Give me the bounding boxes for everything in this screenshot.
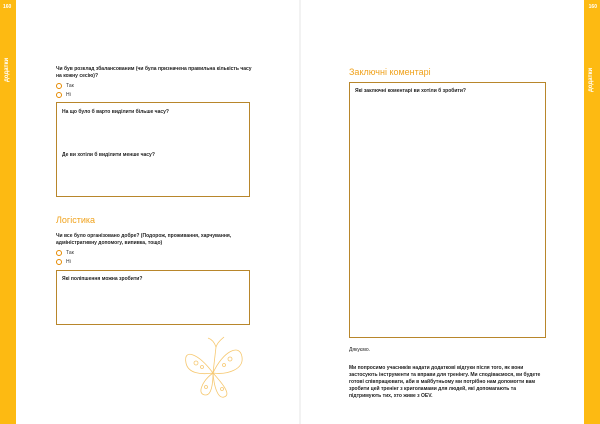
box-question-improvements: Які поліпшення можна зробити? (62, 276, 143, 282)
radio-icon[interactable] (56, 92, 62, 98)
right-margin-band (584, 0, 600, 424)
box-question-less-time: Де ви хотіли б виділити менше часу? (62, 152, 155, 158)
left-page-number: 160 (3, 4, 12, 10)
left-side-label: додатки (4, 57, 10, 82)
option-label: Так (66, 83, 74, 89)
section-title-final-comments: Заключні коментарі (349, 67, 431, 77)
question-balance: Чи був розклад збалансованим (чи була призначена правильна кількість часу на кожну сесію)? (56, 66, 252, 79)
section-title-logistics: Логістика (56, 215, 95, 225)
answer-box-time[interactable] (56, 102, 250, 197)
option-label: Ні (66, 92, 71, 98)
option-no-1[interactable] (56, 92, 71, 98)
right-side-label: додатки (588, 67, 594, 92)
option-label: Ні (66, 259, 71, 265)
question-logistics: Чи все було організовано добре? (Подорож, проживання, харчування, адміністративну допомогу, випивка, тощо) (56, 233, 232, 246)
spread-gutter (299, 0, 301, 424)
option-yes-1[interactable] (56, 83, 74, 89)
box-question-more-time: На що було б варто виділити більше часу? (62, 109, 169, 115)
box-question-final-comments: Які заключні коментарі ви хотіли б зробити? (355, 88, 466, 94)
option-yes-2[interactable] (56, 250, 74, 256)
radio-icon[interactable] (56, 250, 62, 256)
radio-icon[interactable] (56, 259, 62, 265)
butterfly-illustration (178, 333, 248, 403)
radio-icon[interactable] (56, 83, 62, 89)
right-page-number: 160 (588, 4, 597, 10)
closing-paragraph: Ми попросимо учасників надати додаткові відгуки після того, як вони застосують інструменти та вправи для тренінгу. Ми сподіваємося, ви будете готові співпрацювати, аби в майбутньому ми потрібно нам допомогти вам зробити цей тренінг з криголамами для людей, які допомагають та підтримують тих, хто живе з ОЕV. (349, 365, 541, 399)
option-label: Так (66, 250, 74, 256)
thanks-text: Дякуємо. (349, 347, 370, 353)
answer-box-final-comments[interactable] (349, 82, 546, 338)
option-no-2[interactable] (56, 259, 71, 265)
